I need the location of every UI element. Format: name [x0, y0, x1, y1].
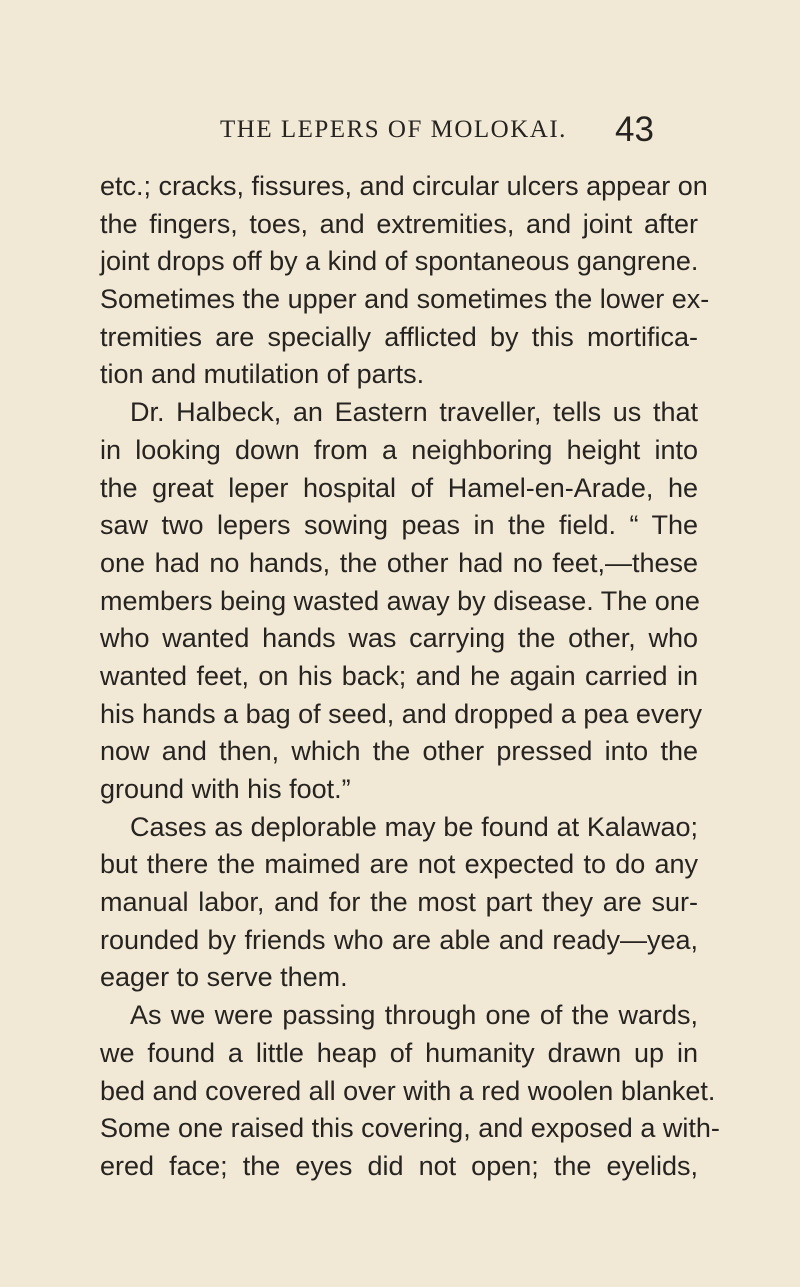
text-line: rounded by friends who are able and ready—yea,: [100, 924, 698, 955]
text-line: wanted feet, on his back; and he again carried in: [100, 660, 698, 691]
text-line: his hands a bag of seed, and dropped a pea every: [100, 698, 702, 729]
text-line: bed and covered all over with a red woolen blanket.: [100, 1075, 716, 1106]
text-line: ered face; the eyes did not open; the eyelids,: [100, 1150, 698, 1181]
text-line: manual labor, and for the most part they are sur-: [100, 887, 698, 918]
text-line: in looking down from a neighboring height into: [100, 434, 698, 465]
text-line: who wanted hands was carrying the other, who: [100, 623, 698, 654]
running-head: [0, 112, 800, 152]
text-line: As we were passing through one of the wards,: [130, 1000, 698, 1031]
text-line: joint drops off by a kind of spontaneous gangrene.: [100, 246, 699, 277]
text-line: Cases as deplorable may be found at Kalawao;: [130, 811, 698, 842]
page-number: 43: [615, 110, 654, 149]
text-line: Sometimes the upper and sometimes the lower ex-: [100, 284, 710, 315]
running-title: THE LEPERS OF MOLOKAI.: [220, 116, 567, 143]
text-line: but there the maimed are not expected to do any: [100, 849, 698, 880]
text-line: eager to serve them.: [100, 962, 348, 993]
text-line: the fingers, toes, and extremities, and joint after: [100, 208, 698, 239]
text-line: ground with his foot.”: [100, 774, 351, 804]
text-line: saw two lepers sowing peas in the field. “ The: [100, 510, 698, 541]
text-line: one had no hands, the other had no feet,—these: [100, 547, 698, 578]
text-line: tion and mutilation of parts.: [100, 359, 425, 390]
text-line: tremities are specially afflicted by this mortifica-: [100, 321, 698, 352]
text-line: Dr. Halbeck, an Eastern traveller, tells us that: [130, 397, 698, 428]
body-text: [100, 168, 720, 1186]
text-line: the great leper hospital of Hamel-en-Arade, he: [100, 472, 698, 503]
text-line: members being wasted away by disease. The one: [100, 585, 700, 616]
text-line: Some one raised this covering, and exposed a with-: [100, 1113, 720, 1144]
text-line: etc.; cracks, fissures, and circular ulcers appear on: [100, 171, 708, 201]
text-line: now and then, which the other pressed into the: [100, 736, 698, 767]
text-line: we found a little heap of humanity drawn up in: [100, 1037, 698, 1068]
